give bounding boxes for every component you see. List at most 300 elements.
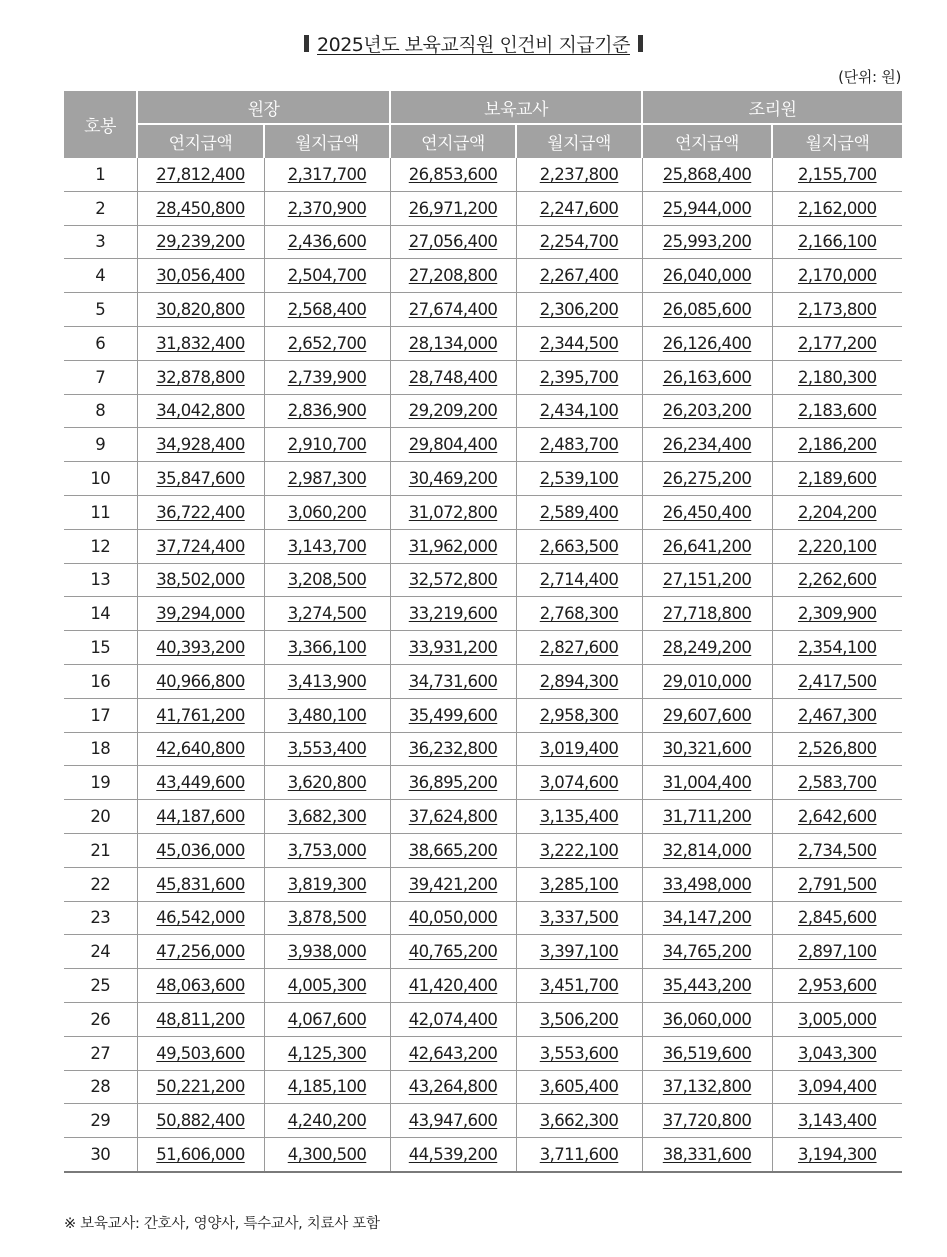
cell-value: 3,605,400 xyxy=(539,1077,619,1097)
cell-value: 36,722,400 xyxy=(156,502,245,522)
cell-director-annual xyxy=(137,1036,264,1070)
cell-cook-annual xyxy=(642,462,772,496)
cell-value: 43,947,600 xyxy=(408,1111,498,1131)
cell-cook-annual xyxy=(642,1036,772,1070)
cell-teacher-monthly xyxy=(516,631,642,665)
cell-teacher-monthly xyxy=(516,800,642,834)
cell-value: 2,436,600 xyxy=(287,232,367,252)
cell-teacher-annual xyxy=(390,631,516,665)
cell-value: 31,832,400 xyxy=(156,333,245,353)
cell-director-annual xyxy=(137,732,264,766)
cell-value: 2,583,700 xyxy=(797,773,877,793)
cell-cook-annual xyxy=(642,1104,772,1138)
cell-value: 42,640,800 xyxy=(156,739,245,759)
cell-cook-annual xyxy=(642,766,772,800)
table-row xyxy=(64,833,902,867)
cell-value: 4,067,600 xyxy=(287,1009,367,1029)
cell-hobong: 19 xyxy=(64,766,137,800)
cell-value: 2,827,600 xyxy=(539,638,619,658)
cell-value: 2,162,000 xyxy=(797,198,877,218)
cell-teacher-annual xyxy=(390,732,516,766)
cell-teacher-annual xyxy=(390,191,516,225)
cell-teacher-monthly xyxy=(516,698,642,732)
cell-director-annual xyxy=(137,259,264,293)
cell-value: 51,606,000 xyxy=(156,1145,245,1164)
cell-cook-monthly xyxy=(772,631,902,665)
cell-value: 33,219,600 xyxy=(408,604,498,624)
cell-value: 3,753,000 xyxy=(287,840,367,860)
table-row xyxy=(64,867,902,901)
header-hobong: 호봉 xyxy=(64,91,137,158)
cell-teacher-annual xyxy=(390,800,516,834)
cell-value: 34,731,600 xyxy=(408,671,498,691)
cell-teacher-annual xyxy=(390,1070,516,1104)
header-cook-annual: 연지급액 xyxy=(642,124,772,158)
cell-value: 48,811,200 xyxy=(156,1009,245,1029)
cell-teacher-monthly xyxy=(516,766,642,800)
cell-value: 2,953,600 xyxy=(797,976,877,996)
cell-value: 32,814,000 xyxy=(662,840,752,860)
cell-value: 29,804,400 xyxy=(408,435,498,455)
cell-value: 3,553,400 xyxy=(287,739,367,759)
cell-value: 2,897,100 xyxy=(797,942,877,962)
cell-director-annual xyxy=(137,1138,264,1172)
cell-value: 36,895,200 xyxy=(408,773,498,793)
cell-value: 25,993,200 xyxy=(662,232,752,252)
table-row xyxy=(64,326,902,360)
cell-cook-annual xyxy=(642,664,772,698)
cell-value: 38,331,600 xyxy=(662,1145,752,1164)
table-row xyxy=(64,664,902,698)
cell-value: 38,665,200 xyxy=(408,840,498,860)
cell-cook-annual xyxy=(642,867,772,901)
cell-director-annual xyxy=(137,833,264,867)
cell-hobong: 30 xyxy=(64,1138,137,1172)
cell-hobong: 8 xyxy=(64,394,137,428)
cell-cook-annual xyxy=(642,901,772,935)
cell-value: 38,502,000 xyxy=(156,570,245,590)
cell-value: 3,274,500 xyxy=(287,604,367,624)
cell-teacher-annual xyxy=(390,1104,516,1138)
salary-table xyxy=(64,91,902,1173)
cell-value: 44,539,200 xyxy=(408,1145,498,1164)
table-row xyxy=(64,428,902,462)
cell-teacher-annual xyxy=(390,935,516,969)
table-row xyxy=(64,1104,902,1138)
cell-value: 2,739,900 xyxy=(287,367,367,387)
cell-value: 2,894,300 xyxy=(539,671,619,691)
table-row xyxy=(64,394,902,428)
cell-value: 49,503,600 xyxy=(156,1043,245,1063)
cell-teacher-annual xyxy=(390,766,516,800)
cell-teacher-monthly xyxy=(516,529,642,563)
cell-director-monthly xyxy=(264,326,390,360)
cell-teacher-annual xyxy=(390,225,516,259)
cell-cook-annual xyxy=(642,969,772,1003)
header-group-director: 원장 xyxy=(137,91,390,124)
cell-cook-annual xyxy=(642,360,772,394)
cell-director-annual xyxy=(137,664,264,698)
cell-cook-annual xyxy=(642,394,772,428)
cell-cook-annual xyxy=(642,1070,772,1104)
cell-value: 2,186,200 xyxy=(797,435,877,455)
cell-value: 3,480,100 xyxy=(287,705,367,725)
cell-hobong: 29 xyxy=(64,1104,137,1138)
cell-hobong: 15 xyxy=(64,631,137,665)
cell-cook-monthly xyxy=(772,800,902,834)
cell-value: 2,237,800 xyxy=(539,164,619,184)
header-director-monthly: 월지급액 xyxy=(264,124,390,158)
cell-director-monthly xyxy=(264,462,390,496)
cell-value: 2,504,700 xyxy=(287,266,367,286)
cell-value: 36,060,000 xyxy=(662,1009,752,1029)
cell-cook-monthly xyxy=(772,664,902,698)
cell-director-annual xyxy=(137,1002,264,1036)
cell-value: 2,663,500 xyxy=(539,536,619,556)
cell-hobong: 28 xyxy=(64,1070,137,1104)
cell-director-annual xyxy=(137,631,264,665)
cell-value: 27,151,200 xyxy=(662,570,752,590)
cell-value: 2,714,400 xyxy=(539,570,619,590)
table-row xyxy=(64,225,902,259)
cell-teacher-annual xyxy=(390,867,516,901)
cell-hobong: 17 xyxy=(64,698,137,732)
cell-value: 2,370,900 xyxy=(287,198,367,218)
cell-teacher-annual xyxy=(390,462,516,496)
cell-hobong: 21 xyxy=(64,833,137,867)
cell-value: 3,337,500 xyxy=(539,908,619,928)
cell-director-annual xyxy=(137,326,264,360)
cell-hobong: 2 xyxy=(64,191,137,225)
cell-value: 40,966,800 xyxy=(156,671,245,691)
cell-value: 47,256,000 xyxy=(156,942,245,962)
cell-director-annual xyxy=(137,1070,264,1104)
cell-value: 37,132,800 xyxy=(662,1077,752,1097)
cell-value: 33,931,200 xyxy=(408,638,498,658)
cell-value: 29,239,200 xyxy=(156,232,245,252)
cell-director-monthly xyxy=(264,631,390,665)
cell-value: 32,572,800 xyxy=(408,570,498,590)
cell-hobong: 7 xyxy=(64,360,137,394)
cell-value: 37,724,400 xyxy=(156,536,245,556)
cell-value: 2,317,700 xyxy=(287,164,367,184)
cell-hobong: 11 xyxy=(64,495,137,529)
cell-value: 35,499,600 xyxy=(408,705,498,725)
cell-director-monthly xyxy=(264,1070,390,1104)
cell-value: 39,421,200 xyxy=(408,874,498,894)
cell-value: 3,662,300 xyxy=(539,1111,619,1131)
cell-cook-annual xyxy=(642,698,772,732)
cell-value: 30,820,800 xyxy=(156,300,245,320)
table-header xyxy=(64,91,902,158)
header-group-teacher: 보육교사 xyxy=(390,91,642,124)
cell-value: 50,221,200 xyxy=(156,1077,245,1097)
cell-cook-monthly xyxy=(772,698,902,732)
page-title xyxy=(0,30,947,57)
cell-value: 27,674,400 xyxy=(408,300,498,320)
cell-hobong: 9 xyxy=(64,428,137,462)
cell-value: 2,539,100 xyxy=(539,469,619,489)
table-row xyxy=(64,293,902,327)
cell-teacher-annual xyxy=(390,360,516,394)
cell-value: 3,682,300 xyxy=(287,807,367,827)
cell-teacher-annual xyxy=(390,158,516,191)
cell-cook-monthly xyxy=(772,1104,902,1138)
cell-teacher-annual xyxy=(390,529,516,563)
cell-cook-monthly xyxy=(772,158,902,191)
cell-cook-annual xyxy=(642,833,772,867)
cell-director-monthly xyxy=(264,766,390,800)
cell-director-monthly xyxy=(264,158,390,191)
cell-value: 2,247,600 xyxy=(539,198,619,218)
cell-director-annual xyxy=(137,293,264,327)
cell-cook-monthly xyxy=(772,360,902,394)
cell-teacher-monthly xyxy=(516,867,642,901)
cell-value: 2,262,600 xyxy=(797,570,877,590)
cell-teacher-monthly xyxy=(516,225,642,259)
cell-cook-annual xyxy=(642,158,772,191)
cell-teacher-annual xyxy=(390,293,516,327)
cell-value: 2,180,300 xyxy=(797,367,877,387)
cell-teacher-annual xyxy=(390,698,516,732)
cell-value: 3,553,600 xyxy=(539,1043,619,1063)
cell-director-monthly xyxy=(264,225,390,259)
table-row xyxy=(64,631,902,665)
cell-value: 3,397,100 xyxy=(539,942,619,962)
cell-teacher-annual xyxy=(390,1036,516,1070)
cell-teacher-annual xyxy=(390,428,516,462)
cell-value: 26,040,000 xyxy=(662,266,752,286)
cell-teacher-monthly xyxy=(516,1002,642,1036)
cell-value: 2,845,600 xyxy=(797,908,877,928)
cell-value: 40,050,000 xyxy=(408,908,498,928)
cell-cook-annual xyxy=(642,1138,772,1172)
table-row xyxy=(64,1002,902,1036)
cell-director-monthly xyxy=(264,1036,390,1070)
cell-cook-monthly xyxy=(772,462,902,496)
cell-value: 35,847,600 xyxy=(156,469,245,489)
cell-value: 2,791,500 xyxy=(797,874,877,894)
cell-value: 31,962,000 xyxy=(408,536,498,556)
cell-value: 40,765,200 xyxy=(408,942,498,962)
cell-teacher-monthly xyxy=(516,833,642,867)
cell-value: 2,768,300 xyxy=(539,604,619,624)
cell-value: 30,469,200 xyxy=(408,469,498,489)
cell-director-annual xyxy=(137,428,264,462)
unit-label: (단위: 원) xyxy=(838,68,901,86)
table-row xyxy=(64,935,902,969)
cell-value: 29,010,000 xyxy=(662,671,752,691)
cell-value: 27,056,400 xyxy=(408,232,498,252)
cell-value: 3,413,900 xyxy=(287,671,367,691)
cell-cook-monthly xyxy=(772,259,902,293)
cell-teacher-monthly xyxy=(516,1104,642,1138)
cell-director-monthly xyxy=(264,597,390,631)
cell-director-annual xyxy=(137,867,264,901)
cell-value: 36,519,600 xyxy=(662,1043,752,1063)
cell-value: 3,222,100 xyxy=(539,840,619,860)
cell-value: 3,143,700 xyxy=(287,536,367,556)
cell-teacher-monthly xyxy=(516,158,642,191)
cell-value: 28,134,000 xyxy=(408,333,498,353)
cell-director-annual xyxy=(137,901,264,935)
cell-value: 26,641,200 xyxy=(662,536,752,556)
cell-value: 37,624,800 xyxy=(408,807,498,827)
cell-hobong: 6 xyxy=(64,326,137,360)
table-row xyxy=(64,1036,902,1070)
cell-director-annual xyxy=(137,766,264,800)
cell-value: 27,208,800 xyxy=(408,266,498,286)
cell-cook-monthly xyxy=(772,293,902,327)
cell-hobong: 13 xyxy=(64,563,137,597)
cell-cook-annual xyxy=(642,293,772,327)
cell-teacher-monthly xyxy=(516,293,642,327)
cell-cook-monthly xyxy=(772,732,902,766)
cell-value: 48,063,600 xyxy=(156,976,245,996)
cell-cook-annual xyxy=(642,935,772,969)
cell-value: 31,004,400 xyxy=(662,773,752,793)
cell-teacher-monthly xyxy=(516,394,642,428)
cell-value: 26,853,600 xyxy=(408,164,498,184)
cell-value: 2,306,200 xyxy=(539,300,619,320)
cell-value: 42,643,200 xyxy=(408,1043,498,1063)
cell-value: 37,720,800 xyxy=(662,1111,752,1131)
cell-teacher-monthly xyxy=(516,428,642,462)
cell-cook-monthly xyxy=(772,428,902,462)
cell-cook-monthly xyxy=(772,529,902,563)
cell-value: 26,275,200 xyxy=(662,469,752,489)
cell-value: 27,718,800 xyxy=(662,604,752,624)
table-row xyxy=(64,462,902,496)
cell-director-monthly xyxy=(264,901,390,935)
cell-teacher-annual xyxy=(390,969,516,1003)
cell-value: 4,185,100 xyxy=(287,1077,367,1097)
cell-value: 4,300,500 xyxy=(287,1145,367,1164)
cell-value: 3,506,200 xyxy=(539,1009,619,1029)
cell-director-annual xyxy=(137,158,264,191)
cell-value: 4,240,200 xyxy=(287,1111,367,1131)
cell-hobong: 14 xyxy=(64,597,137,631)
cell-hobong: 5 xyxy=(64,293,137,327)
cell-value: 41,761,200 xyxy=(156,705,245,725)
cell-cook-annual xyxy=(642,495,772,529)
cell-value: 34,928,400 xyxy=(156,435,245,455)
cell-value: 50,882,400 xyxy=(156,1111,245,1131)
table-row xyxy=(64,597,902,631)
cell-director-monthly xyxy=(264,732,390,766)
cell-value: 30,321,600 xyxy=(662,739,752,759)
cell-value: 3,005,000 xyxy=(797,1009,877,1029)
cell-cook-monthly xyxy=(772,1002,902,1036)
cell-hobong: 25 xyxy=(64,969,137,1003)
cell-value: 3,060,200 xyxy=(287,502,367,522)
cell-hobong: 4 xyxy=(64,259,137,293)
cell-value: 2,204,200 xyxy=(797,502,877,522)
title-left-bar xyxy=(304,35,309,52)
cell-value: 3,366,100 xyxy=(287,638,367,658)
cell-teacher-annual xyxy=(390,1002,516,1036)
cell-director-monthly xyxy=(264,1002,390,1036)
cell-teacher-annual xyxy=(390,259,516,293)
table-row xyxy=(64,969,902,1003)
cell-cook-monthly xyxy=(772,935,902,969)
cell-hobong: 26 xyxy=(64,1002,137,1036)
cell-teacher-annual xyxy=(390,1138,516,1172)
table-row xyxy=(64,259,902,293)
cell-value: 44,187,600 xyxy=(156,807,245,827)
cell-value: 3,451,700 xyxy=(539,976,619,996)
cell-value: 3,878,500 xyxy=(287,908,367,928)
cell-teacher-annual xyxy=(390,495,516,529)
cell-value: 2,987,300 xyxy=(287,469,367,489)
cell-cook-monthly xyxy=(772,191,902,225)
cell-value: 2,354,100 xyxy=(797,638,877,658)
cell-value: 3,043,300 xyxy=(797,1043,877,1063)
cell-cook-monthly xyxy=(772,563,902,597)
header-cook-monthly: 월지급액 xyxy=(772,124,902,158)
cell-cook-monthly xyxy=(772,1138,902,1172)
cell-hobong: 23 xyxy=(64,901,137,935)
cell-value: 2,642,600 xyxy=(797,807,877,827)
cell-value: 2,483,700 xyxy=(539,435,619,455)
cell-director-annual xyxy=(137,191,264,225)
cell-director-monthly xyxy=(264,563,390,597)
cell-cook-annual xyxy=(642,631,772,665)
cell-director-annual xyxy=(137,935,264,969)
cell-value: 31,711,200 xyxy=(662,807,752,827)
cell-cook-annual xyxy=(642,529,772,563)
cell-cook-monthly xyxy=(772,969,902,1003)
cell-value: 2,344,500 xyxy=(539,333,619,353)
cell-director-annual xyxy=(137,800,264,834)
cell-director-monthly xyxy=(264,360,390,394)
cell-teacher-monthly xyxy=(516,495,642,529)
cell-cook-monthly xyxy=(772,901,902,935)
table-row xyxy=(64,158,902,191)
cell-value: 27,812,400 xyxy=(156,164,245,184)
table-row xyxy=(64,901,902,935)
cell-cook-annual xyxy=(642,191,772,225)
cell-director-annual xyxy=(137,462,264,496)
cell-value: 32,878,800 xyxy=(156,367,245,387)
cell-director-monthly xyxy=(264,1104,390,1138)
cell-value: 28,450,800 xyxy=(156,198,245,218)
cell-value: 26,163,600 xyxy=(662,367,752,387)
cell-value: 3,019,400 xyxy=(539,739,619,759)
cell-value: 3,094,400 xyxy=(797,1077,877,1097)
header-director-annual: 연지급액 xyxy=(137,124,264,158)
cell-teacher-monthly xyxy=(516,191,642,225)
cell-value: 34,147,200 xyxy=(662,908,752,928)
cell-value: 29,607,600 xyxy=(662,705,752,725)
cell-value: 39,294,000 xyxy=(156,604,245,624)
table-row xyxy=(64,1138,902,1172)
cell-cook-annual xyxy=(642,597,772,631)
table-body xyxy=(64,158,902,1172)
cell-cook-monthly xyxy=(772,1036,902,1070)
cell-value: 45,036,000 xyxy=(156,840,245,860)
header-group-cook: 조리원 xyxy=(642,91,902,124)
cell-value: 4,005,300 xyxy=(287,976,367,996)
cell-teacher-monthly xyxy=(516,462,642,496)
cell-hobong: 24 xyxy=(64,935,137,969)
cell-value: 2,589,400 xyxy=(539,502,619,522)
cell-value: 26,085,600 xyxy=(662,300,752,320)
cell-director-monthly xyxy=(264,259,390,293)
cell-director-monthly xyxy=(264,495,390,529)
table-row xyxy=(64,360,902,394)
cell-value: 35,443,200 xyxy=(662,976,752,996)
